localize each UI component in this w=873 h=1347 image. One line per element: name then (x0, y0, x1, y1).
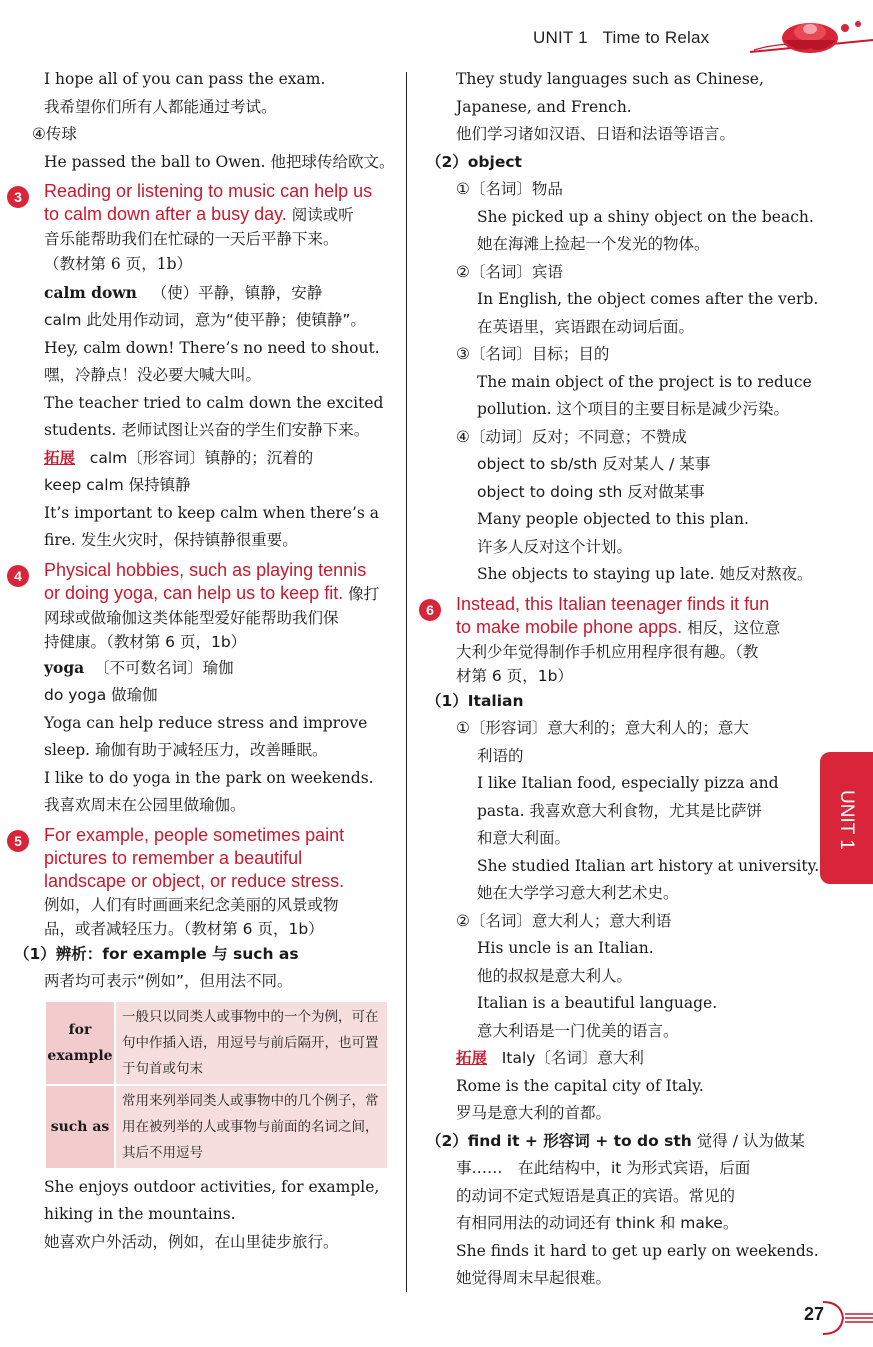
translation: 他的叔叔是意大利人。 (477, 966, 633, 985)
translation: 她在大学学习意大利艺术史。 (477, 884, 679, 902)
example-sentence: Rome is the capital city of Italy. (456, 1076, 704, 1095)
usage-note: 事…… 在此结构中，it 为形式宾语，后面 (456, 1159, 751, 1177)
usage-note: calm 此处用作动词，意为“使平静；使镇静”。 (44, 311, 366, 329)
usage-note: 的动词不定式短语是真正的宾语。常见的 (456, 1186, 736, 1205)
example-sentence: Italian is a beautiful language. (477, 994, 718, 1012)
section-4 (14, 559, 396, 654)
sense-heading: ②〔名词〕宾语 (456, 262, 563, 281)
translation: 在英语里，宾语跟在动词后面。 (477, 317, 695, 336)
key-sentence: For example, people sometimes paint (44, 824, 345, 845)
extension-label: 拓展 (456, 1049, 488, 1067)
flower-ornament-icon (750, 14, 873, 58)
translation: 品，或者减轻压力。（教材第 6 页，1b） (44, 919, 324, 938)
sense-heading: ①〔形容词〕意大利的；意大利人的；意大 (456, 719, 749, 737)
example-sentence: She objects to staying up late. 她反对熬夜。 (477, 565, 813, 583)
translation: 例如，人们有时画画来纪念美丽的风景或物 (44, 895, 339, 914)
key-sentence: Reading or listening to music can help us (44, 181, 373, 201)
definition: （使）平静，镇静，安静 (151, 283, 323, 302)
translation: 她在海滩上捡起一个发光的物体。 (477, 235, 710, 253)
key-sentence: to calm down after a busy day. (44, 204, 287, 224)
section-number-badge: 4 (7, 565, 29, 587)
unit-name: Time to Relax (602, 28, 710, 47)
translation: 像打 (343, 584, 380, 603)
example-sentence: sleep. 瑜伽有助于减轻压力，改善睡眠。 (44, 741, 328, 759)
key-sentence: to make mobile phone apps. (456, 616, 683, 637)
usage-note: 两者均可表示“例如”，但用法不同。 (44, 972, 293, 990)
subsection-heading: （1）Italian (426, 691, 524, 710)
translation: 嘿，冷静点！没必要大喊大叫。 (44, 366, 262, 384)
phrase: do yoga 做瑜伽 (44, 686, 158, 704)
definition: 觉得 / 认为做某 (691, 1131, 805, 1150)
example-sentence: I hope all of you can pass the exam. (44, 70, 326, 88)
table-row (45, 1001, 388, 1085)
definition: Italy〔名词〕意大利 (501, 1049, 644, 1067)
example-sentence: I like Italian food, especially pizza and (477, 774, 779, 792)
textbook-reference: （教材第 6 页，1b） (44, 255, 192, 273)
example-sentence: Hey, calm down! There’s no need to shout. (44, 338, 380, 357)
translation: 她喜欢户外活动，例如，在山里徒步旅行。 (44, 1232, 339, 1251)
example-sentence: She picked up a shiny object on the beach. (477, 207, 814, 226)
usage-note: 有相同用法的动词还有 think 和 make。 (456, 1214, 739, 1232)
example-sentence: His uncle is an Italian. (477, 939, 654, 957)
translation: 相反，这位意 (682, 618, 781, 637)
subsection-heading: （2）object (426, 152, 522, 171)
example-sentence: pollution. 这个项目的主要目标是减少污染。 (477, 400, 790, 418)
extension-label: 拓展 (44, 448, 76, 467)
translation: 网球或做瑜伽这类体能型爱好能帮助我们保 (44, 608, 339, 627)
phrase: object to doing sth 反对做某事 (477, 482, 705, 501)
translation: 罗马是意大利的首都。 (456, 1104, 612, 1122)
phrase: object to sb/sth 反对某人 / 某事 (477, 455, 711, 473)
key-sentence: pictures to remember a beautiful (44, 847, 303, 868)
keyword: yoga (44, 657, 85, 677)
section-number-badge: 3 (7, 186, 29, 208)
sense-heading: ③〔名词〕目标；目的 (456, 345, 610, 363)
definition: calm〔形容词〕镇静的；沉着的 (89, 448, 314, 467)
translation: 和意大利面。 (477, 829, 571, 847)
example-sentence: I like to do yoga in the park on weekends. (44, 768, 374, 787)
sense-heading: 利语的 (477, 746, 524, 765)
section-number-badge: 6 (419, 599, 441, 621)
page-number: 27 (804, 1304, 825, 1324)
example-sentence: hiking in the mountains. (44, 1205, 236, 1223)
example-sentence: fire. 发生火灾时，保持镇静很重要。 (44, 531, 298, 549)
example-sentence: students. 老师试图让兴奋的学生们安静下来。 (44, 421, 370, 439)
translation: 持健康。（教材第 6 页，1b） (44, 632, 247, 651)
right-column (426, 66, 820, 1293)
translation: 大利少年觉得制作手机应用程序很有趣。（教 (456, 642, 759, 661)
translation: 音乐能帮助我们在忙碌的一天后平静下来。 (44, 230, 339, 248)
section-6 (426, 593, 808, 688)
phrase: keep calm 保持镇静 (44, 476, 191, 494)
example-sentence: Yoga can help reduce stress and improve (44, 713, 368, 732)
key-sentence: landscape or object, or reduce stress. (44, 870, 345, 891)
page-corner-icon (823, 1300, 873, 1336)
key-sentence: Instead, this Italian teenager finds it fun (456, 593, 770, 614)
unit-title (533, 28, 709, 48)
sense-heading: ④传球 (32, 125, 77, 143)
sense-heading: ①〔名词〕物品 (456, 180, 563, 198)
unit-label: UNIT 1 (533, 28, 588, 47)
page-header (0, 0, 873, 60)
column-divider (406, 72, 407, 1292)
subsection-heading: （1）辨析：for example 与 such as (14, 944, 299, 963)
sense-heading: ④〔动词〕反对；不同意；不赞成 (456, 427, 687, 446)
example-sentence: The teacher tried to calm down the excited (44, 393, 384, 412)
comparison-table (44, 1000, 389, 1170)
translation: 我喜欢周末在公园里做瑜伽。 (44, 796, 246, 814)
table-key: for example (45, 1001, 115, 1085)
example-sentence: She enjoys outdoor activities, for example, (44, 1177, 380, 1196)
keyword: calm down (44, 282, 137, 302)
example-sentence: She studied Italian art history at university. (477, 856, 820, 875)
subsection-heading: （2）find it + 形容词 + to do sth (426, 1131, 692, 1150)
example-sentence: pasta. 我喜欢意大利食物，尤其是比萨饼 (477, 801, 762, 820)
definition: 〔不可数名词〕瑜伽 (94, 658, 234, 677)
unit-side-tab-label: UNIT 1 (836, 790, 857, 850)
translation: 意大利语是一门优美的语言。 (477, 1021, 679, 1040)
key-sentence: or doing yoga, can help us to keep fit. (44, 582, 344, 603)
translation: 他们学习诸如汉语、日语和法语等语言。 (456, 125, 736, 143)
table-cell: 一般只以同类人或事物中的一个为例，可在句中作插入语，用逗号与前后隔开，也可置于句首或句末 (115, 1001, 388, 1085)
example-sentence: In English, the object comes after the verb. (477, 290, 819, 308)
example-sentence: Many people objected to this plan. (477, 510, 749, 528)
translation: 她觉得周末早起很难。 (456, 1269, 612, 1287)
translation: 材第 6 页，1b） (456, 666, 573, 685)
translation: 我希望你们所有人都能通过考试。 (44, 97, 277, 116)
example-sentence: Japanese, and French. (456, 97, 632, 116)
table-cell: 常用来列举同类人或事物中的几个例子，常用在被列举的人或事物与前面的名词之间，其后不用逗号 (115, 1085, 388, 1169)
table-key: such as (45, 1085, 115, 1169)
table-row (45, 1085, 388, 1169)
left-column (14, 66, 396, 1256)
example-sentence: It’s important to keep calm when there’s a (44, 503, 380, 522)
example-sentence: She finds it hard to get up early on weekends. (456, 1241, 819, 1260)
section-5 (14, 824, 396, 941)
example-sentence: He passed the ball to Owen. 他把球传给欧文。 (44, 152, 395, 171)
example-sentence: The main object of the project is to reduce (477, 372, 812, 391)
example-sentence: They study languages such as Chinese, (456, 70, 764, 88)
section-number-badge: 5 (7, 830, 29, 852)
translation: 阅读或听 (286, 206, 354, 224)
sense-heading: ②〔名词〕意大利人；意大利语 (456, 911, 672, 930)
section-3 (14, 180, 396, 279)
key-sentence: Physical hobbies, such as playing tennis (44, 559, 367, 580)
translation: 许多人反对这个计划。 (477, 537, 633, 556)
